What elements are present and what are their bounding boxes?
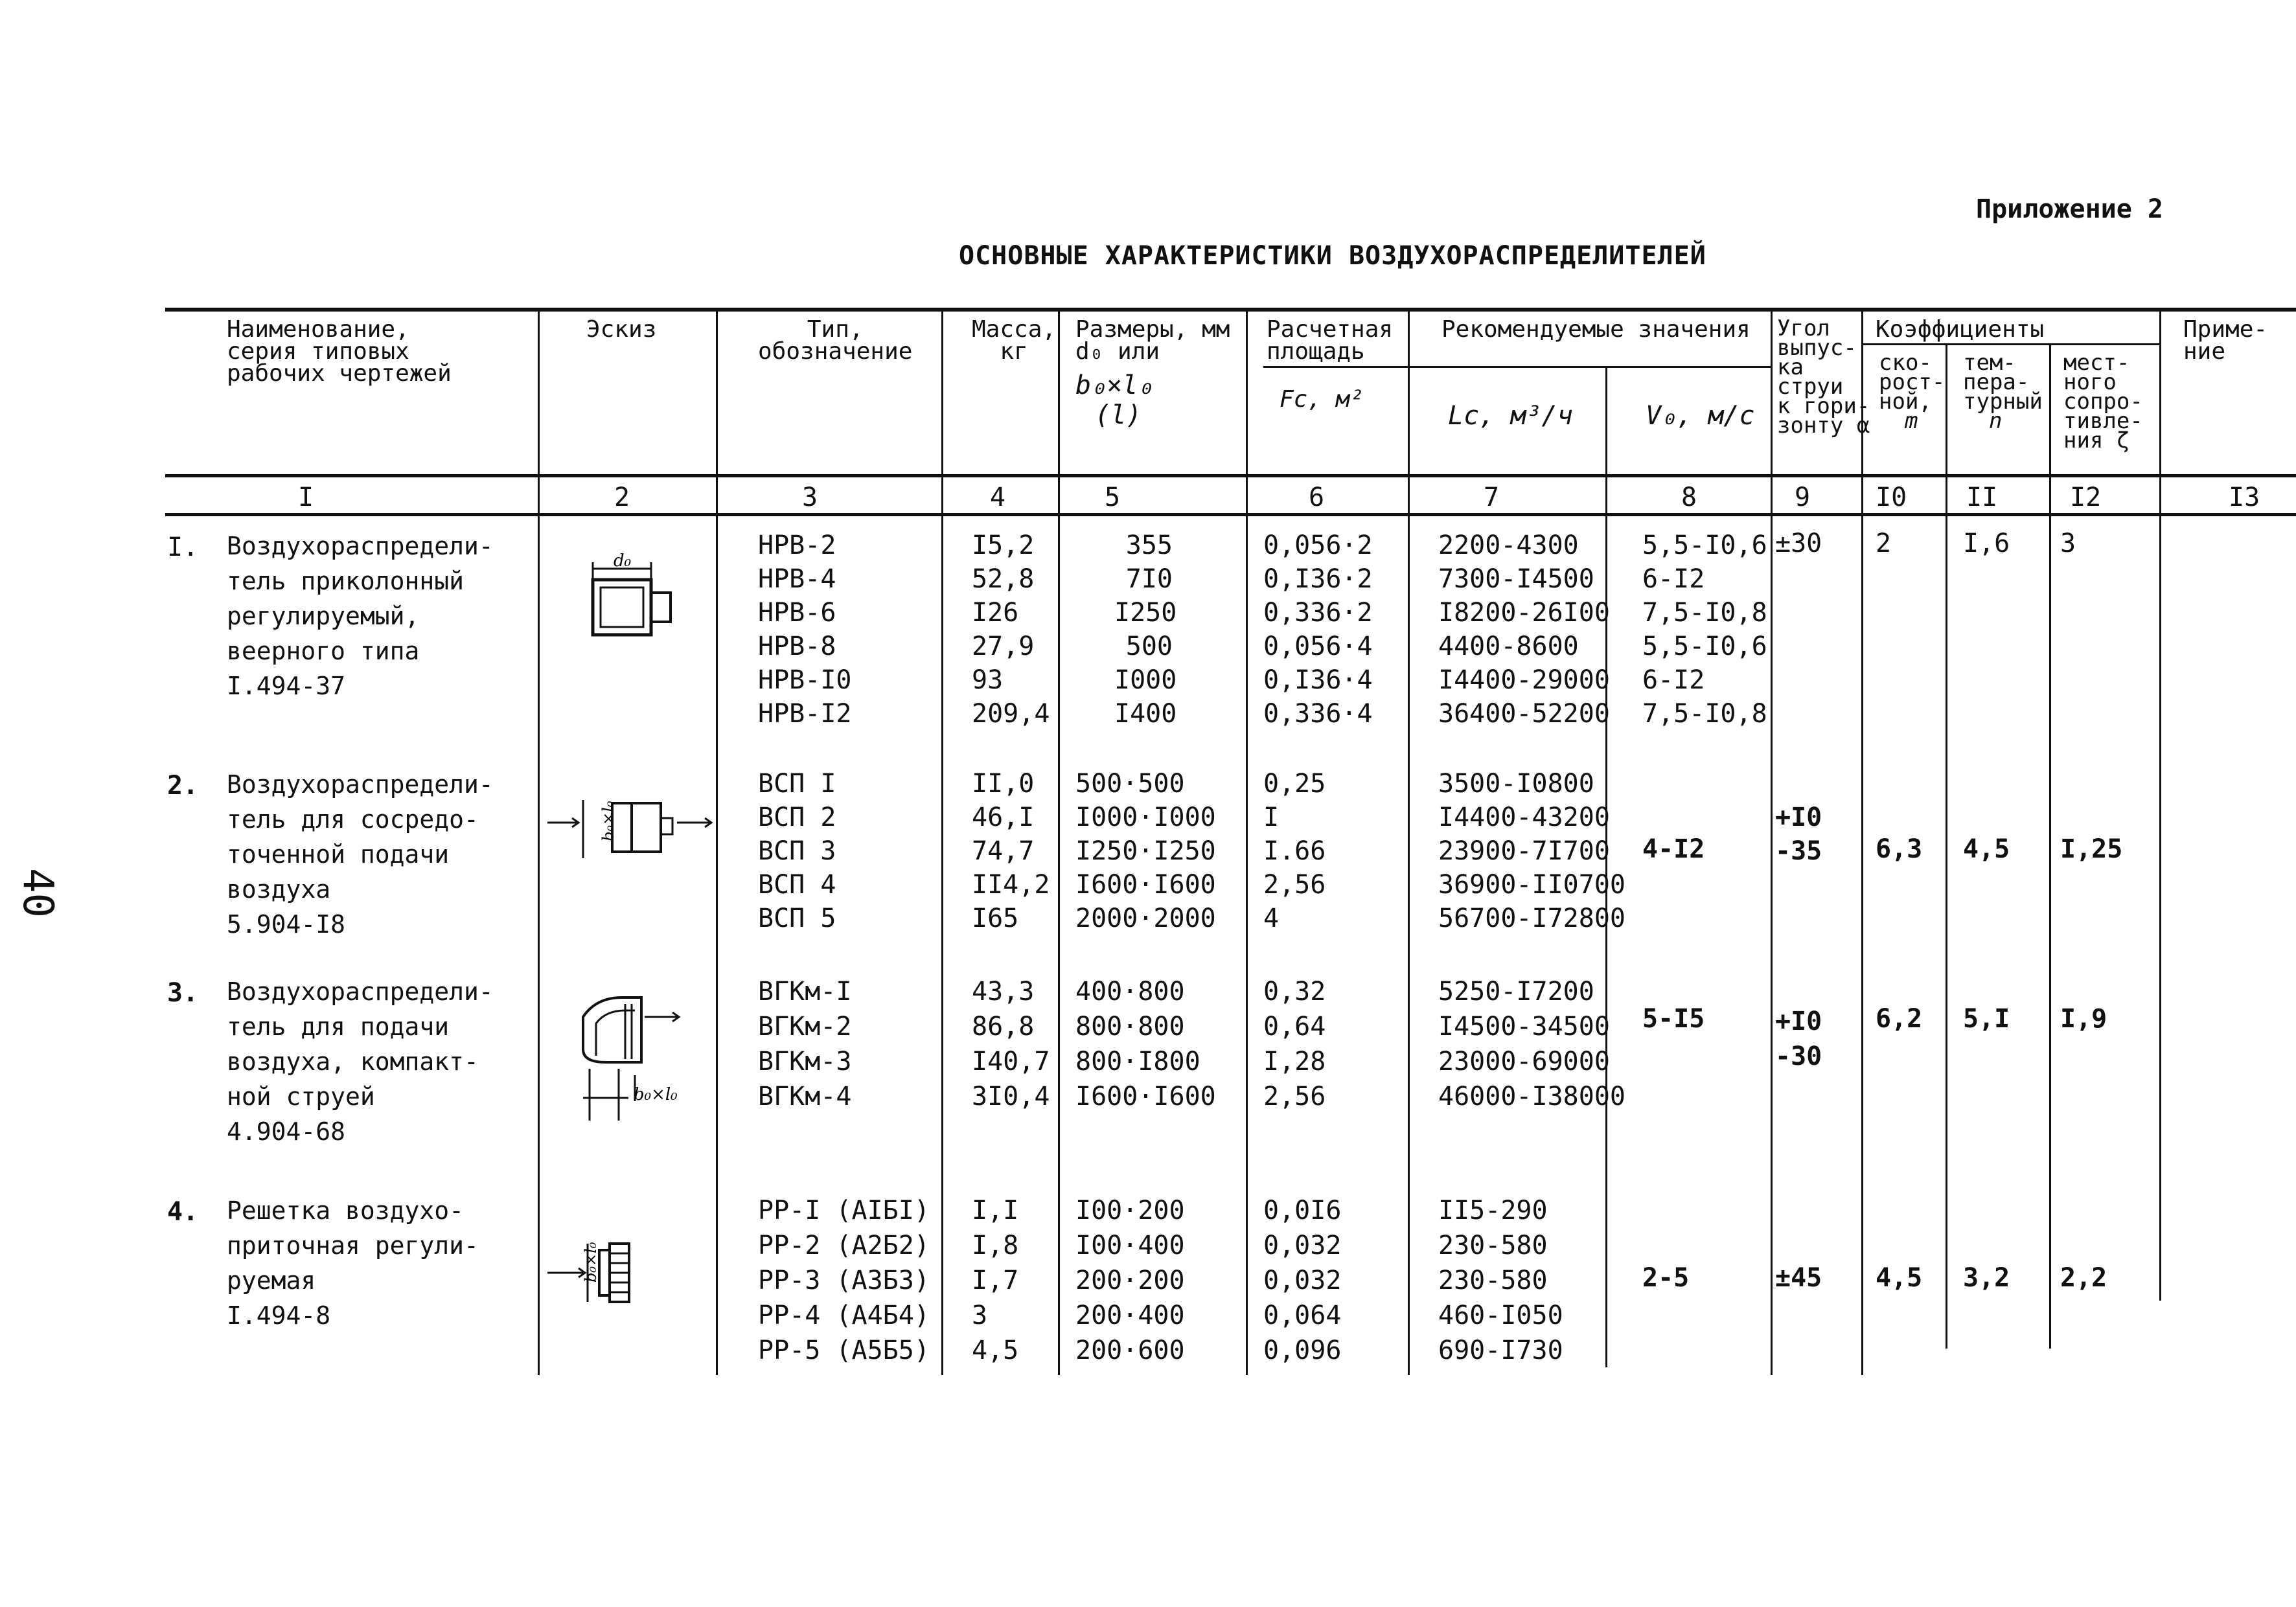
g2-coef-z: I,25	[2060, 834, 2123, 864]
g3-lc-col: 5250-I7200 I4500-34500 23000-69000 46000-I38000	[1438, 977, 1625, 1111]
hdr-type: Тип, обозначение	[758, 316, 913, 365]
page-title: ОСНОВНЫЕ ХАРАКТЕРИСТИКИ ВОЗДУХОРАСПРЕДЕЛИТЕЛЕЙ	[959, 241, 1706, 271]
hdr-coef: Коэффициенты	[1876, 316, 2045, 343]
colnum-5: 5	[1105, 483, 1121, 512]
page-number: 40	[14, 868, 62, 918]
col-divider-10	[1946, 345, 1947, 1349]
g1-type-col: НРВ-2 НРВ-4 НРВ-6 НРВ-8 НРВ-I0 НРВ-I2	[758, 530, 852, 729]
col-divider-5	[1246, 310, 1248, 1375]
group-number: 3.	[167, 978, 199, 1008]
g4-coef-m: 4,5	[1876, 1263, 1923, 1293]
fan-distributor-sketch	[586, 551, 683, 648]
concentrated-distributor-sketch	[547, 793, 716, 865]
compact-jet-distributor-sketch	[570, 985, 700, 1127]
g1-angle: ±30	[1775, 529, 1822, 558]
colnum-4: 4	[990, 483, 1006, 512]
g2-coef-n: 4,5	[1963, 834, 2010, 864]
col-divider-9	[1861, 310, 1863, 1375]
colnum-2: 2	[614, 483, 630, 512]
header-bottom-rule	[165, 474, 2296, 477]
colnum-9: 9	[1795, 483, 1811, 512]
table-top-rule	[165, 308, 2296, 312]
col-divider-12	[2159, 310, 2161, 1301]
g3-coef-m: 6,2	[1876, 1004, 1923, 1034]
g2-vo: 4-I2	[1642, 834, 1705, 864]
g3-vo: 5-I5	[1642, 1004, 1705, 1034]
group-number: 4.	[167, 1197, 199, 1227]
g4-area-col: 0,0I6 0,032 0,032 0,064 0,096	[1263, 1196, 1342, 1365]
colnum-10: I0	[1876, 483, 1907, 512]
hdr-angle: Угол выпус- ка струи к гори- зонту α	[1777, 315, 1870, 439]
col-divider-4	[1058, 310, 1060, 1375]
g3-area-col: 0,32 0,64 I,28 2,56	[1263, 977, 1326, 1111]
g3-coef-z: I,9	[2060, 1004, 2107, 1034]
svg-text:b₀×l₀: b₀×l₀	[582, 1242, 600, 1282]
g2-size-col: 500·500 I000·I000 I250·I250 I600·I600 2000·2000	[1075, 769, 1216, 933]
svg-text:b₀×l₀: b₀×l₀	[599, 801, 617, 841]
colnum-13: I3	[2229, 483, 2260, 512]
col-divider-3	[941, 310, 943, 1375]
g4-mass-col: I,I I,8 I,7 3 4,5	[972, 1196, 1019, 1365]
g1-coef-z: 3	[2060, 529, 2076, 558]
g1-mass-col: I5,2 52,8 I26 27,9 93 209,4	[972, 530, 1050, 729]
hdr-size: Размеры, мм d₀ или b₀×l₀ (l)	[1075, 316, 1230, 430]
col-divider-11	[2049, 345, 2051, 1349]
g2-mass-col: II,0 46,I 74,7 II4,2 I65	[972, 769, 1050, 933]
group-name: Воздухораспредели- тель приколонный регулируемый, веерного типа I.494-37	[227, 532, 494, 700]
col-divider-8	[1771, 310, 1773, 1375]
g1-coef-m: 2	[1876, 529, 1892, 558]
colnum-6: 6	[1309, 483, 1325, 512]
hdr-note: Приме- ние	[2183, 316, 2268, 365]
g3-coef-n: 5,I	[1963, 1004, 2010, 1034]
hdr-sketch: Эскиз	[586, 316, 657, 343]
group-number: 2.	[167, 771, 199, 801]
g4-type-col: РР-I (AIБI) РР-2 (A2Б2) РР-3 (A3Б3) РР-4 (A4Б4) РР-5 (A5Б5)	[758, 1196, 930, 1365]
hdr-lc: Lc, м³/ч	[1448, 401, 1573, 431]
g4-angle: ±45	[1775, 1263, 1822, 1293]
g3-mass-col: 43,3 86,8 I40,7 3I0,4	[972, 977, 1050, 1111]
hdr-coef-m: ско- рост- ной, m	[1879, 350, 1946, 434]
colnum-11: II	[1966, 483, 1998, 512]
col-divider-2	[716, 310, 718, 1375]
colnum-8: 8	[1681, 483, 1697, 512]
g4-vo: 2-5	[1642, 1263, 1690, 1293]
svg-text:b₀×l₀: b₀×l₀	[634, 1085, 678, 1104]
g4-coef-n: 3,2	[1963, 1263, 2010, 1293]
colnum-12: I2	[2070, 483, 2102, 512]
group-name: Воздухораспредели- тель для подачи воздуха, компакт- ной струей 4.904-68	[227, 977, 494, 1146]
g2-lc-col: 3500-I0800 I4400-43200 23900-7I700 36900-II0700 56700-I72800	[1438, 769, 1625, 933]
g1-lc-col: 2200-4300 7300-I4500 I8200-26I00 4400-8600 I4400-29000 36400-52200	[1438, 530, 1610, 729]
colnum-1: I	[298, 483, 314, 512]
group-name: Воздухораспредели- тель для сосредо- точенной подачи воздуха 5.904-I8	[227, 770, 494, 939]
appendix-label: Приложение 2	[1976, 194, 2163, 224]
g2-coef-m: 6,3	[1876, 834, 1923, 864]
g2-area-col: 0,25 I I.66 2,56 4	[1263, 769, 1326, 933]
g1-vo-col: 5,5-I0,6 6-I2 7,5-I0,8 5,5-I0,6 6-I2 7,5-I0,8	[1642, 530, 1767, 729]
g4-lc-col: II5-290 230-580 230-580 460-I050 690-I730	[1438, 1196, 1563, 1365]
col-divider-6	[1408, 310, 1410, 1375]
colnum-3: 3	[802, 483, 818, 512]
hdr-recommended: Рекомендуемые значения	[1441, 316, 1751, 343]
hdr-vo: V₀, м/с	[1646, 401, 1755, 431]
colnum-7: 7	[1484, 483, 1500, 512]
hdr-area: Расчетная площадь Fc, м²	[1267, 316, 1394, 413]
g1-area-col: 0,056·2 0,I36·2 0,336·2 0,056·4 0,I36·4 0,336·4	[1263, 530, 1373, 729]
hdr-coef-n: тем- пера- турный n	[1963, 350, 2043, 434]
g2-type-col: ВСП I ВСП 2 ВСП 3 ВСП 4 ВСП 5	[758, 769, 836, 933]
g4-coef-z: 2,2	[2060, 1263, 2107, 1293]
coef-underline	[1863, 343, 2161, 345]
col-divider-1	[538, 310, 540, 1375]
hdr-name: Наименование, серия типовых рабочих чертежей	[227, 316, 452, 387]
g3-angle: +I0 -30	[1775, 1007, 1822, 1071]
group-number: I.	[167, 532, 199, 562]
colnum-bottom-rule	[165, 513, 2296, 516]
hdr-coef-z: мест- ного сопро- тивле- ния ζ	[2063, 350, 2143, 453]
g3-size-col: 400·800 800·800 800·I800 I600·I600	[1075, 977, 1216, 1111]
g3-type-col: ВГКм-I ВГКм-2 ВГКм-3 ВГКм-4	[758, 977, 852, 1111]
recommended-underline	[1409, 366, 1772, 368]
g4-size-col: I00·200 I00·400 200·200 200·400 200·600	[1075, 1196, 1185, 1365]
grille-sketch	[547, 1231, 664, 1315]
g1-size-col: 355 7I0 I250 500 I000 I400	[1114, 530, 1177, 729]
svg-text:d₀: d₀	[614, 551, 632, 571]
g1-coef-n: I,6	[1963, 529, 2010, 558]
g2-angle: +I0 -35	[1775, 803, 1822, 866]
group-name: Решетка воздухо- приточная регули- руемая I.494-8	[227, 1196, 479, 1330]
hdr-mass: Масса, кг	[972, 316, 1057, 365]
